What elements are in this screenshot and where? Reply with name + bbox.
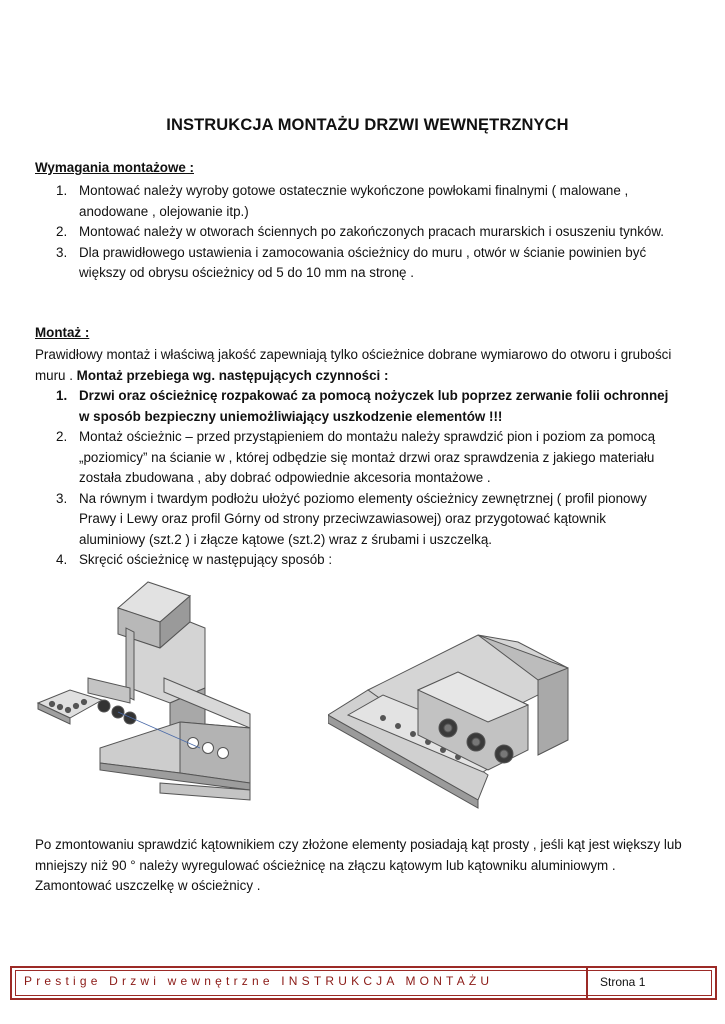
list-number: 4.: [56, 552, 68, 567]
list-item: [0, 550, 725, 571]
assembly-list: [0, 386, 725, 571]
page-number: Strona 1: [600, 975, 646, 989]
list-text: Drzwi oraz ościeżnicę rozpakować za pomocą nożyczek lub poprzez zerwanie folii ochronnej w sposób bezpieczny uniemożliwiający uszkodzenie elementów !!!: [79, 388, 669, 424]
list-text: Dla prawidłowego ustawienia i zamocowania ościeżnicy do muru , otwór w ścianie powinien być większy od obrysu ościeżnicy od 5 do 10 mm na stronę .: [79, 244, 647, 280]
list-number: 2.: [56, 224, 68, 239]
list-text: Skręcić ościeżnicę w następujący sposób :: [79, 552, 333, 567]
after-assembly-text: Po zmontowaniu sprawdzić kątownikiem czy złożone elementy posiadają kąt prosty , jeśli kąt jest większy lub mniejszy niż 90 ° należy wyregulować ościeżnicę na złączu kątowym lub kątowniku aluminiowym . Zamontować uszczelkę w ościeżnicy .: [35, 837, 682, 893]
list-number: 1.: [56, 183, 68, 198]
exploded-frame-corner-figure: [30, 578, 270, 808]
list-number: 3.: [56, 244, 68, 260]
assembled-frame-corner-figure: [328, 630, 578, 810]
requirements-heading: Wymagania montażowe :: [35, 160, 194, 175]
list-item: [0, 489, 725, 551]
assembly-heading: Montaż :: [35, 325, 90, 340]
list-item: [0, 222, 725, 243]
footer-divider: [586, 968, 588, 998]
list-item: [0, 386, 725, 427]
assembly-intro-bold: Montaż przebiega wg. następujących czynności :: [76, 367, 389, 383]
page-title: INSTRUKCJA MONTAŻU DRZWI WEWNĘTRZNYCH: [166, 116, 569, 134]
list-number: 1.: [56, 388, 68, 403]
list-number: 2.: [56, 429, 68, 444]
requirements-list: [0, 181, 725, 284]
list-text: Montować należy w otworach ściennych po zakończonych pracach murarskich i osuszeniu tynków.: [79, 224, 665, 239]
page-footer: [10, 966, 717, 1000]
list-number: 3.: [56, 490, 68, 506]
list-text: Na równym i twardym podłożu ułożyć poziomo elementy ościeżnicy zewnętrznej ( profil pionowy Prawy i Lewy oraz profil Górny od strony przeciwzawiasowej) oraz przygotować kątownik aluminiowy (szt.2 ) i złącze kątowe (szt.2) wraz z śrubami i uszczelką.: [79, 490, 647, 547]
assembly-intro-text: Prawidłowy montaż i właściwą jakość zapewniają tylko ościeżnice dobrane wymiarowo do otworu i grubości muru .: [35, 347, 672, 383]
list-item: [0, 427, 725, 489]
footer-title: Prestige Drzwi wewnętrzne INSTRUKCJA MONTAŻU: [24, 974, 494, 988]
list-item: [0, 181, 725, 222]
list-text: Montować należy wyroby gotowe ostatecznie wykończone powłokami finalnymi ( malowane , anodowane , olejowanie itp.): [79, 183, 629, 219]
assembly-intro: [35, 345, 685, 386]
list-item: [0, 243, 725, 284]
list-text: Montaż ościeżnic – przed przystąpieniem do montażu należy sprawdzić pion i poziom za pomocą „poziomicy” na ścianie w , której odbędzie się montaż drzwi oraz sprawdzenia z jakiego materiału została zbudowana , aby dobrać odpowiednie akcesoria montażowe .: [79, 429, 656, 485]
